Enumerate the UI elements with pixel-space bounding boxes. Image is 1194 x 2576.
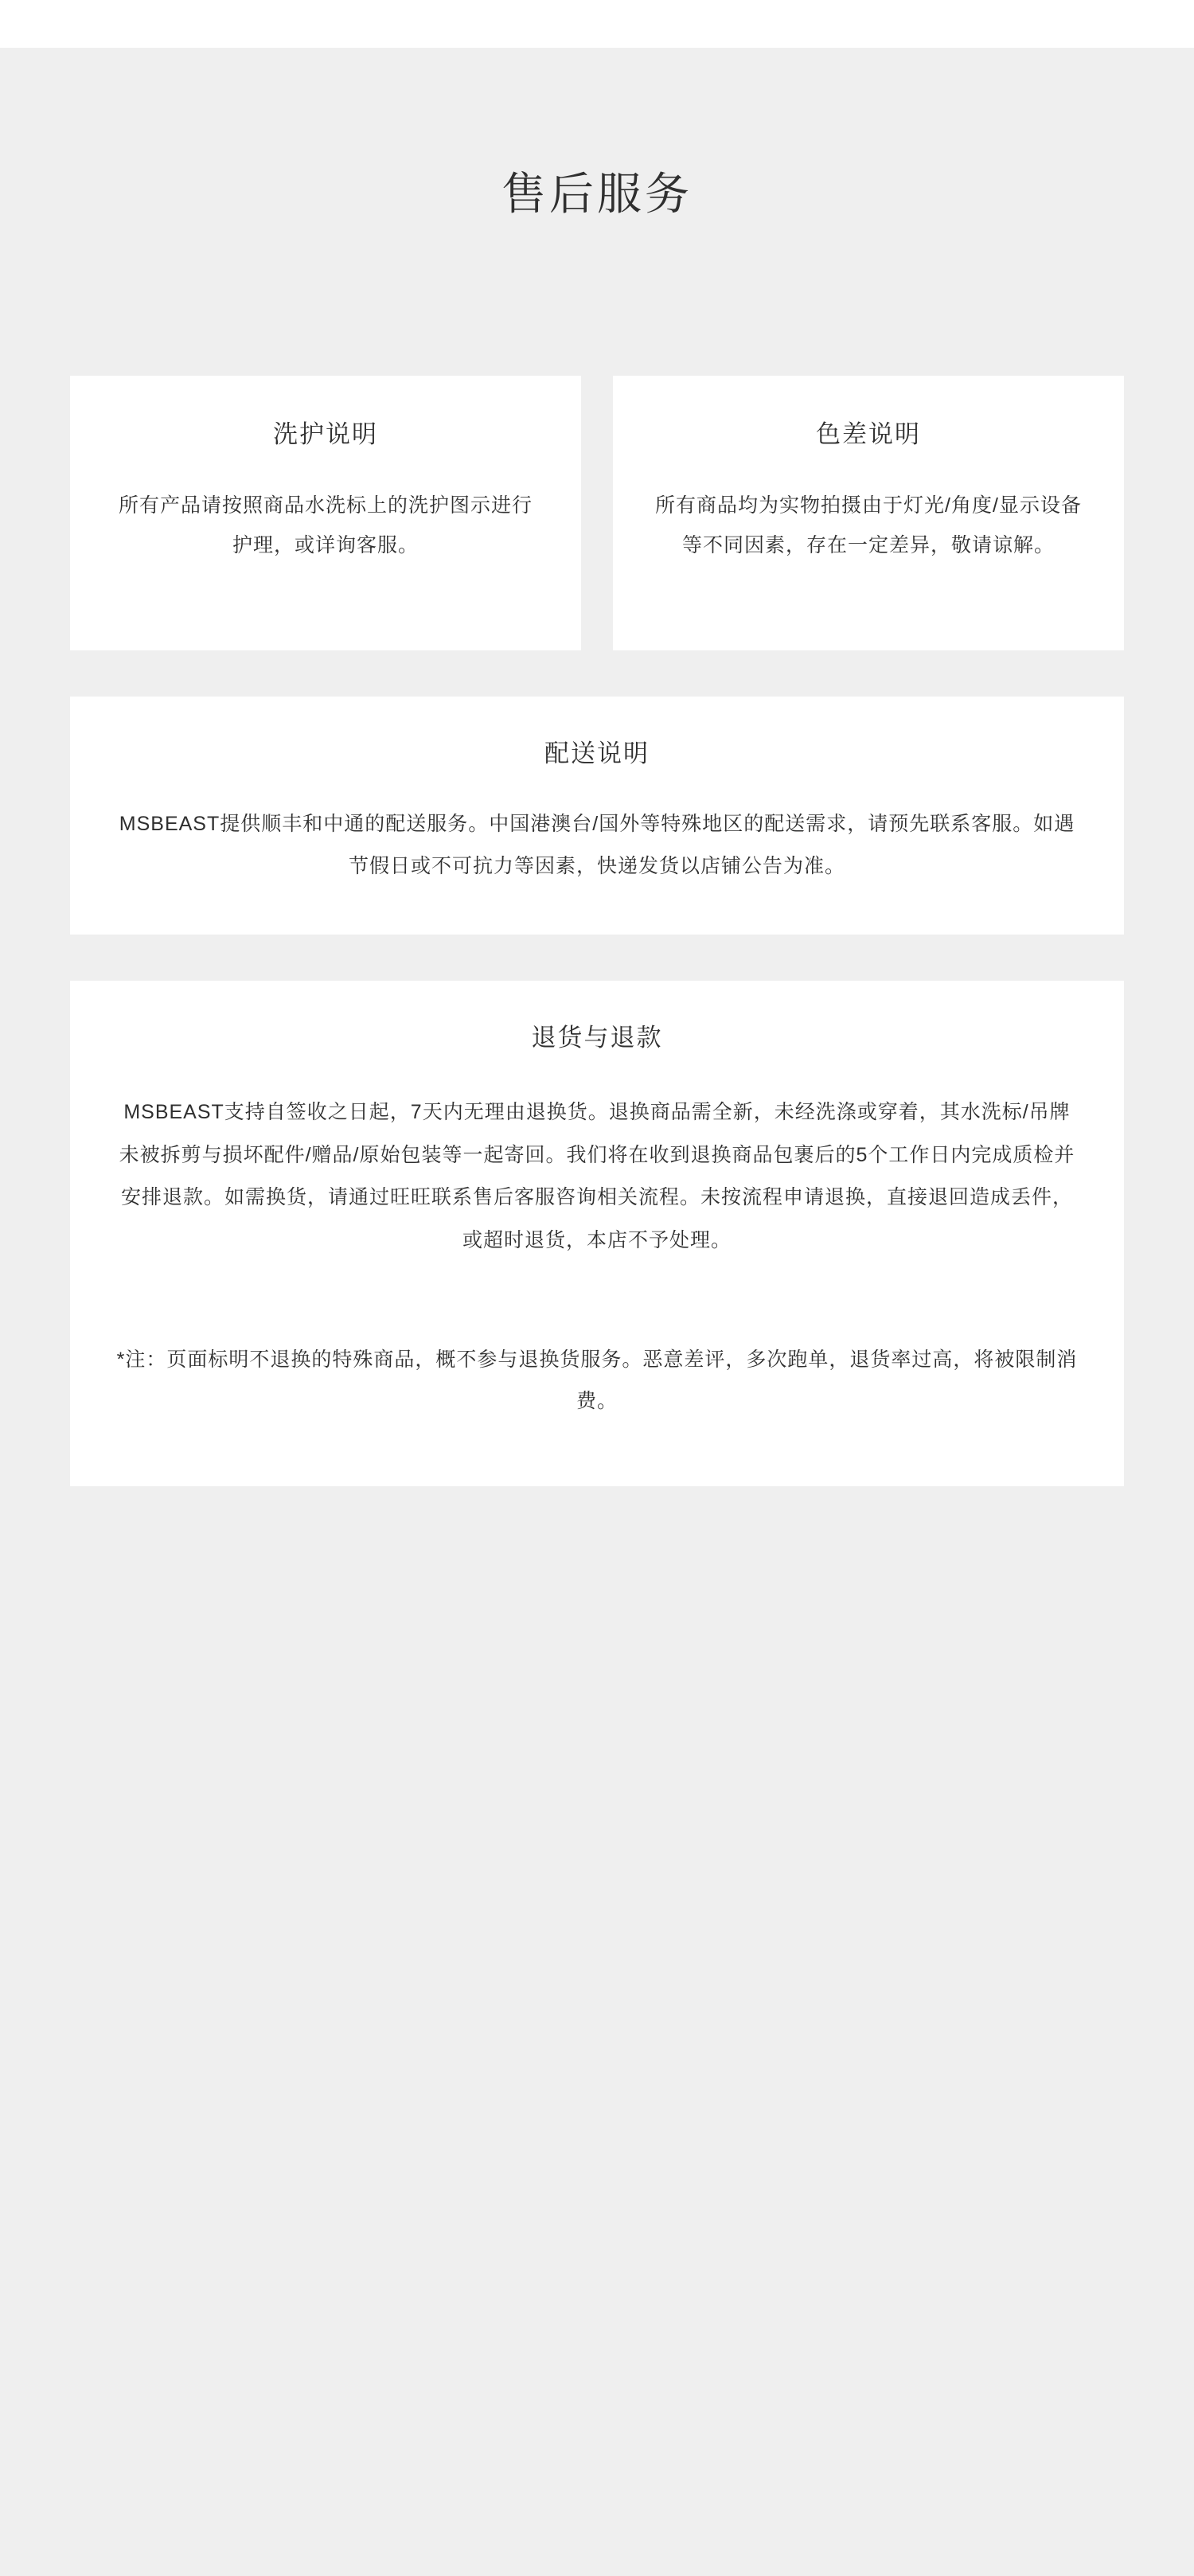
wash-care-body: 所有产品请按照商品水洗标上的洗护图示进行护理，或详询客服。 (118, 494, 533, 557)
color-difference-body: 所有商品均为实物拍摄由于灯光/角度/显示设备等不同因素，存在一定差异，敬请谅解。 (655, 494, 1082, 557)
color-difference-card (613, 376, 1124, 650)
shipping-title: 配送说明 (544, 740, 650, 768)
refund-note: *注：页面标明不退换的特殊商品，概不参与退换货服务。恶意差评，多次跑单，退货率过高，将被限制消费。 (116, 1348, 1078, 1413)
color-difference-title: 色差说明 (816, 420, 921, 449)
refund-title: 退货与退款 (531, 1024, 663, 1052)
shipping-card (70, 697, 1124, 935)
wash-care-title: 洗护说明 (273, 420, 378, 449)
info-card-row (70, 376, 1124, 650)
refund-card (70, 981, 1124, 1485)
wash-care-card (70, 376, 581, 650)
page-content (0, 48, 1194, 1558)
refund-body: MSBEAST支持自签收之日起，7天内无理由退换货。退换商品需全新，未经洗涤或穿着，其水洗标/吊牌未被拆剪与损坏配件/赠品/原始包装等一起寄回。我们将在收到退换商品包裹后的5个工作日内完成质检并安排退款。如需换货，请通过旺旺联系售后客服咨询相关流程。未按流程申请退换，直接退回造成丢件，或超时退货，本店不予处理。 (119, 1100, 1075, 1252)
top-spacer (0, 0, 1194, 48)
shipping-body: MSBEAST提供顺丰和中通的配送服务。中国港澳台/国外等特殊地区的配送需求，请预先联系客服。如遇节假日或不可抗力等因素，快递发货以店铺公告为准。 (119, 813, 1075, 877)
bottom-spacer (70, 1486, 1124, 1558)
page-title: 售后服务 (501, 169, 693, 219)
